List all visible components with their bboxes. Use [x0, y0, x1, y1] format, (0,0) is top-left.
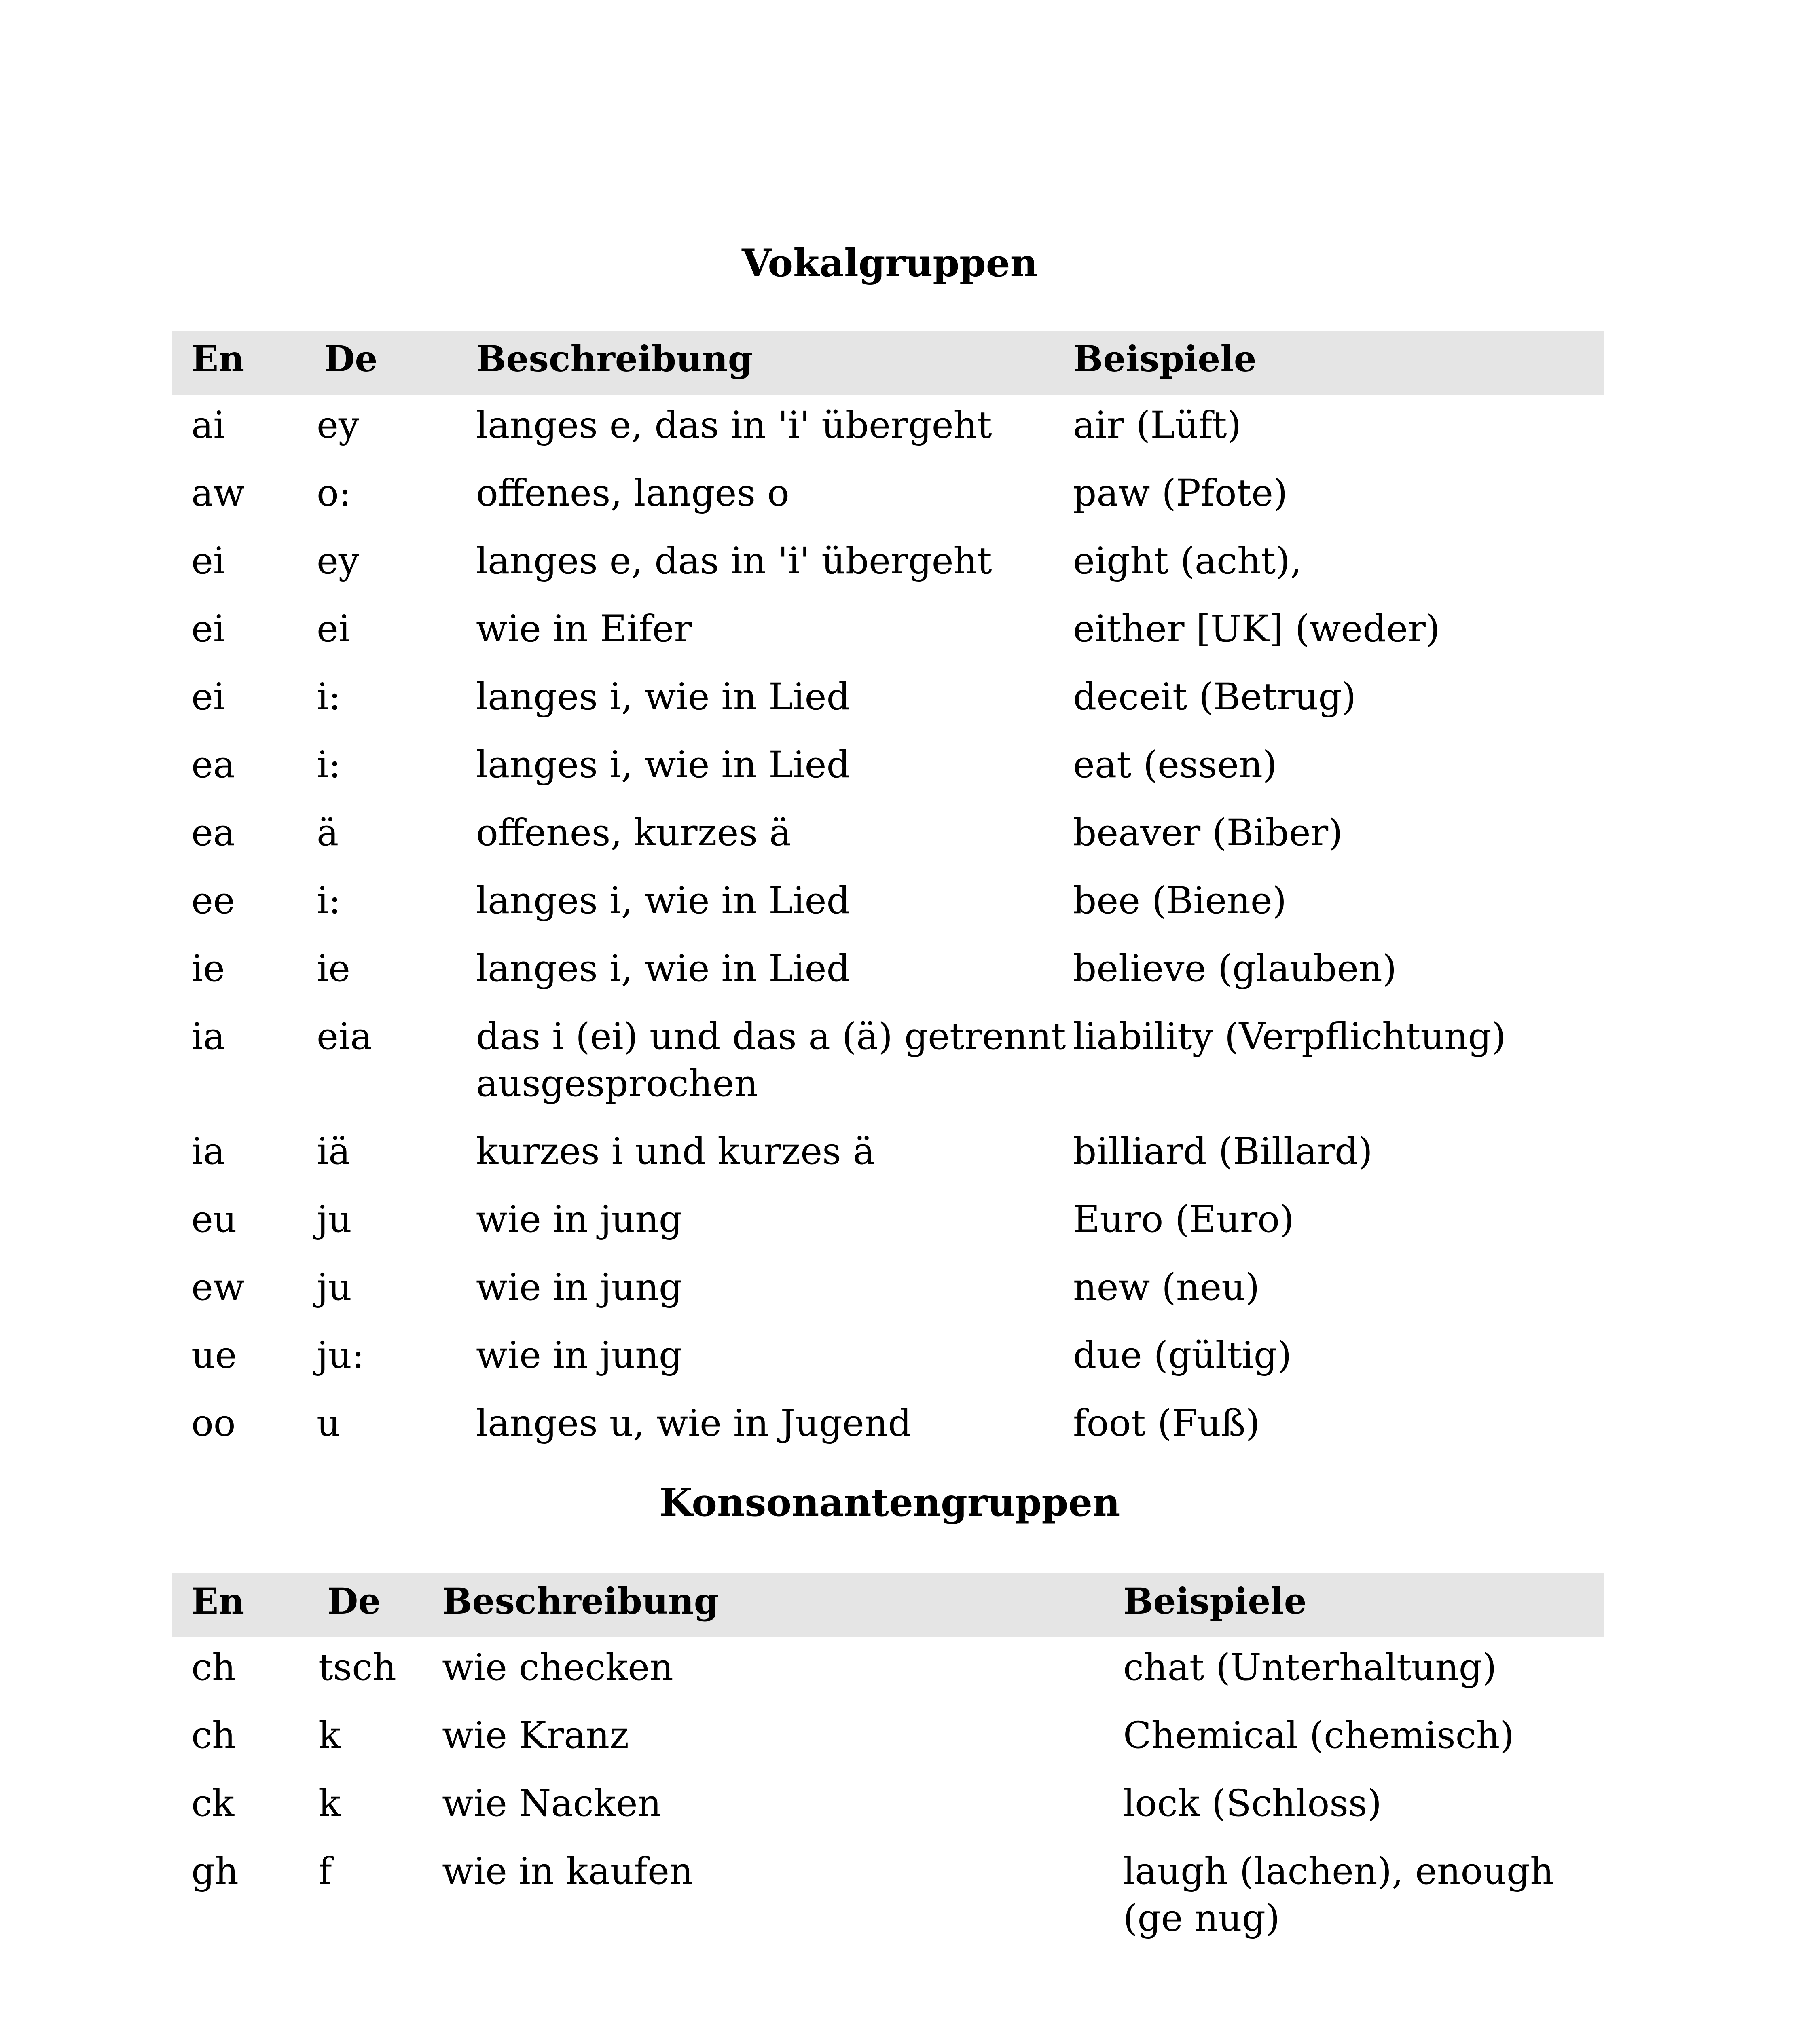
cell-beispiele: beaver (Biber) [1073, 812, 1343, 854]
cell-de: f [318, 1850, 332, 1893]
cell-beschreibung: langes e, das in 'i' übergeht [476, 540, 992, 582]
cell-beschreibung: wie in jung [476, 1334, 683, 1377]
cell-en: aw [191, 472, 245, 514]
cell-en: ck [191, 1782, 235, 1825]
cell-de: i: [317, 880, 341, 922]
cell-beispiele: believe (glauben) [1073, 948, 1397, 990]
cell-beschreibung: langes i, wie in Lied [476, 676, 850, 718]
cell-de: ju [317, 1266, 352, 1309]
cell-de: eia [317, 1015, 372, 1058]
cell-en: ee [191, 880, 235, 922]
table-row [172, 531, 1604, 599]
cell-de: ju [317, 1198, 352, 1241]
table-row [172, 1257, 1604, 1325]
cell-en: ch [191, 1714, 236, 1757]
cell-en: ai [191, 404, 225, 446]
cell-en: ie [191, 948, 225, 990]
table-row [172, 1189, 1604, 1257]
cell-beispiele: foot (Fuß) [1073, 1402, 1260, 1445]
cell-de: o: [317, 472, 351, 514]
cell-de: tsch [318, 1646, 396, 1689]
cell-en: ch [191, 1646, 236, 1689]
cell-en: ea [191, 744, 235, 786]
cell-beschreibung: kurzes i und kurzes ä [476, 1130, 875, 1173]
cell-en: ew [191, 1266, 245, 1309]
header-en: En [191, 338, 245, 380]
header-beschreibung: Beschreibung [442, 1580, 719, 1622]
cell-beschreibung: langes u, wie in Jugend [476, 1402, 912, 1445]
table-row [172, 666, 1604, 734]
table-header [172, 1573, 1604, 1637]
cell-de: ey [317, 540, 360, 582]
header-de: De [327, 1580, 381, 1622]
cell-beschreibung: wie checken [442, 1646, 673, 1689]
cell-beispiele: eat (essen) [1073, 744, 1277, 786]
table-header [172, 331, 1604, 395]
cell-beschreibung: wie in kaufen [442, 1850, 693, 1893]
table-row [172, 1637, 1604, 1705]
cell-en: ei [191, 676, 225, 718]
cell-beschreibung: langes i, wie in Lied [476, 948, 850, 990]
header-de: De [324, 338, 378, 380]
cell-de: k [318, 1714, 341, 1757]
table-row [172, 1006, 1604, 1121]
konsonantengruppen-table [172, 1573, 1604, 1956]
header-beschreibung: Beschreibung [476, 338, 753, 380]
cell-de: ey [317, 404, 360, 446]
cell-en: gh [191, 1850, 239, 1893]
table-row [172, 1121, 1604, 1189]
header-beispiele: Beispiele [1073, 338, 1257, 380]
cell-en: ei [191, 608, 225, 650]
cell-beschreibung: wie in jung [476, 1266, 683, 1309]
cell-beispiele: deceit (Betrug) [1073, 676, 1357, 718]
cell-beispiele: bee (Biene) [1073, 880, 1287, 922]
table-row [172, 1325, 1604, 1393]
cell-en: ei [191, 540, 225, 582]
konsonantengruppen-title: Konsonantengruppen [659, 1481, 1120, 1525]
cell-beispiele: liability (Verpflichtung) [1073, 1015, 1506, 1058]
cell-de: u [317, 1402, 341, 1445]
table-row [172, 1773, 1604, 1841]
cell-en: ea [191, 812, 235, 854]
cell-beschreibung: langes i, wie in Lied [476, 744, 850, 786]
cell-de: ä [317, 812, 339, 854]
table-row [172, 1705, 1604, 1773]
cell-beschreibung: wie in jung [476, 1198, 683, 1241]
cell-de: ei [317, 608, 350, 650]
table-row [172, 938, 1604, 1006]
cell-de: i: [317, 676, 341, 718]
cell-beispiele: chat (Unterhaltung) [1123, 1646, 1497, 1689]
cell-beschreibung: wie Nacken [442, 1782, 662, 1825]
table-row [172, 1393, 1604, 1461]
header-beispiele: Beispiele [1123, 1580, 1307, 1622]
cell-beispiele: Euro (Euro) [1073, 1198, 1294, 1241]
cell-en: ue [191, 1334, 237, 1377]
cell-beispiele: laugh (lachen), enough (ge nug) [1123, 1850, 1554, 1940]
cell-de: i: [317, 744, 341, 786]
table-row [172, 734, 1604, 802]
cell-de: k [318, 1782, 341, 1825]
cell-beschreibung: langes e, das in 'i' übergeht [476, 404, 992, 446]
table-row [172, 599, 1604, 666]
cell-beschreibung: das i (ei) und das a (ä) getrennt ausgesprochen [476, 1015, 1066, 1105]
table-row [172, 463, 1604, 531]
table-row [172, 802, 1604, 870]
header-en: En [191, 1580, 245, 1622]
cell-de: iä [317, 1130, 351, 1173]
cell-beschreibung: langes i, wie in Lied [476, 880, 850, 922]
cell-de: ie [317, 948, 350, 990]
cell-beschreibung: wie Kranz [442, 1714, 629, 1757]
cell-en: oo [191, 1402, 236, 1445]
cell-beispiele: paw (Pfote) [1073, 472, 1288, 514]
vokalgruppen-title: Vokalgruppen [742, 241, 1038, 286]
table-row [172, 1841, 1604, 1956]
cell-beispiele: air (Lüft) [1073, 404, 1242, 446]
cell-beispiele: either [UK] (weder) [1073, 608, 1440, 650]
cell-beschreibung: offenes, langes o [476, 472, 789, 514]
cell-beispiele: lock (Schloss) [1123, 1782, 1382, 1825]
cell-beispiele: Chemical (chemisch) [1123, 1714, 1514, 1757]
cell-en: eu [191, 1198, 237, 1241]
cell-beschreibung: wie in Eifer [476, 608, 692, 650]
cell-beispiele: billiard (Billard) [1073, 1130, 1373, 1173]
table-row [172, 870, 1604, 938]
cell-beispiele: due (gültig) [1073, 1334, 1292, 1377]
cell-beschreibung: offenes, kurzes ä [476, 812, 791, 854]
cell-de: ju: [317, 1334, 364, 1377]
cell-en: ia [191, 1130, 225, 1173]
cell-en: ia [191, 1015, 225, 1058]
vokalgruppen-table [172, 331, 1604, 1461]
table-row [172, 395, 1604, 463]
cell-beispiele: new (neu) [1073, 1266, 1260, 1309]
cell-beispiele: eight (acht), [1073, 540, 1302, 582]
